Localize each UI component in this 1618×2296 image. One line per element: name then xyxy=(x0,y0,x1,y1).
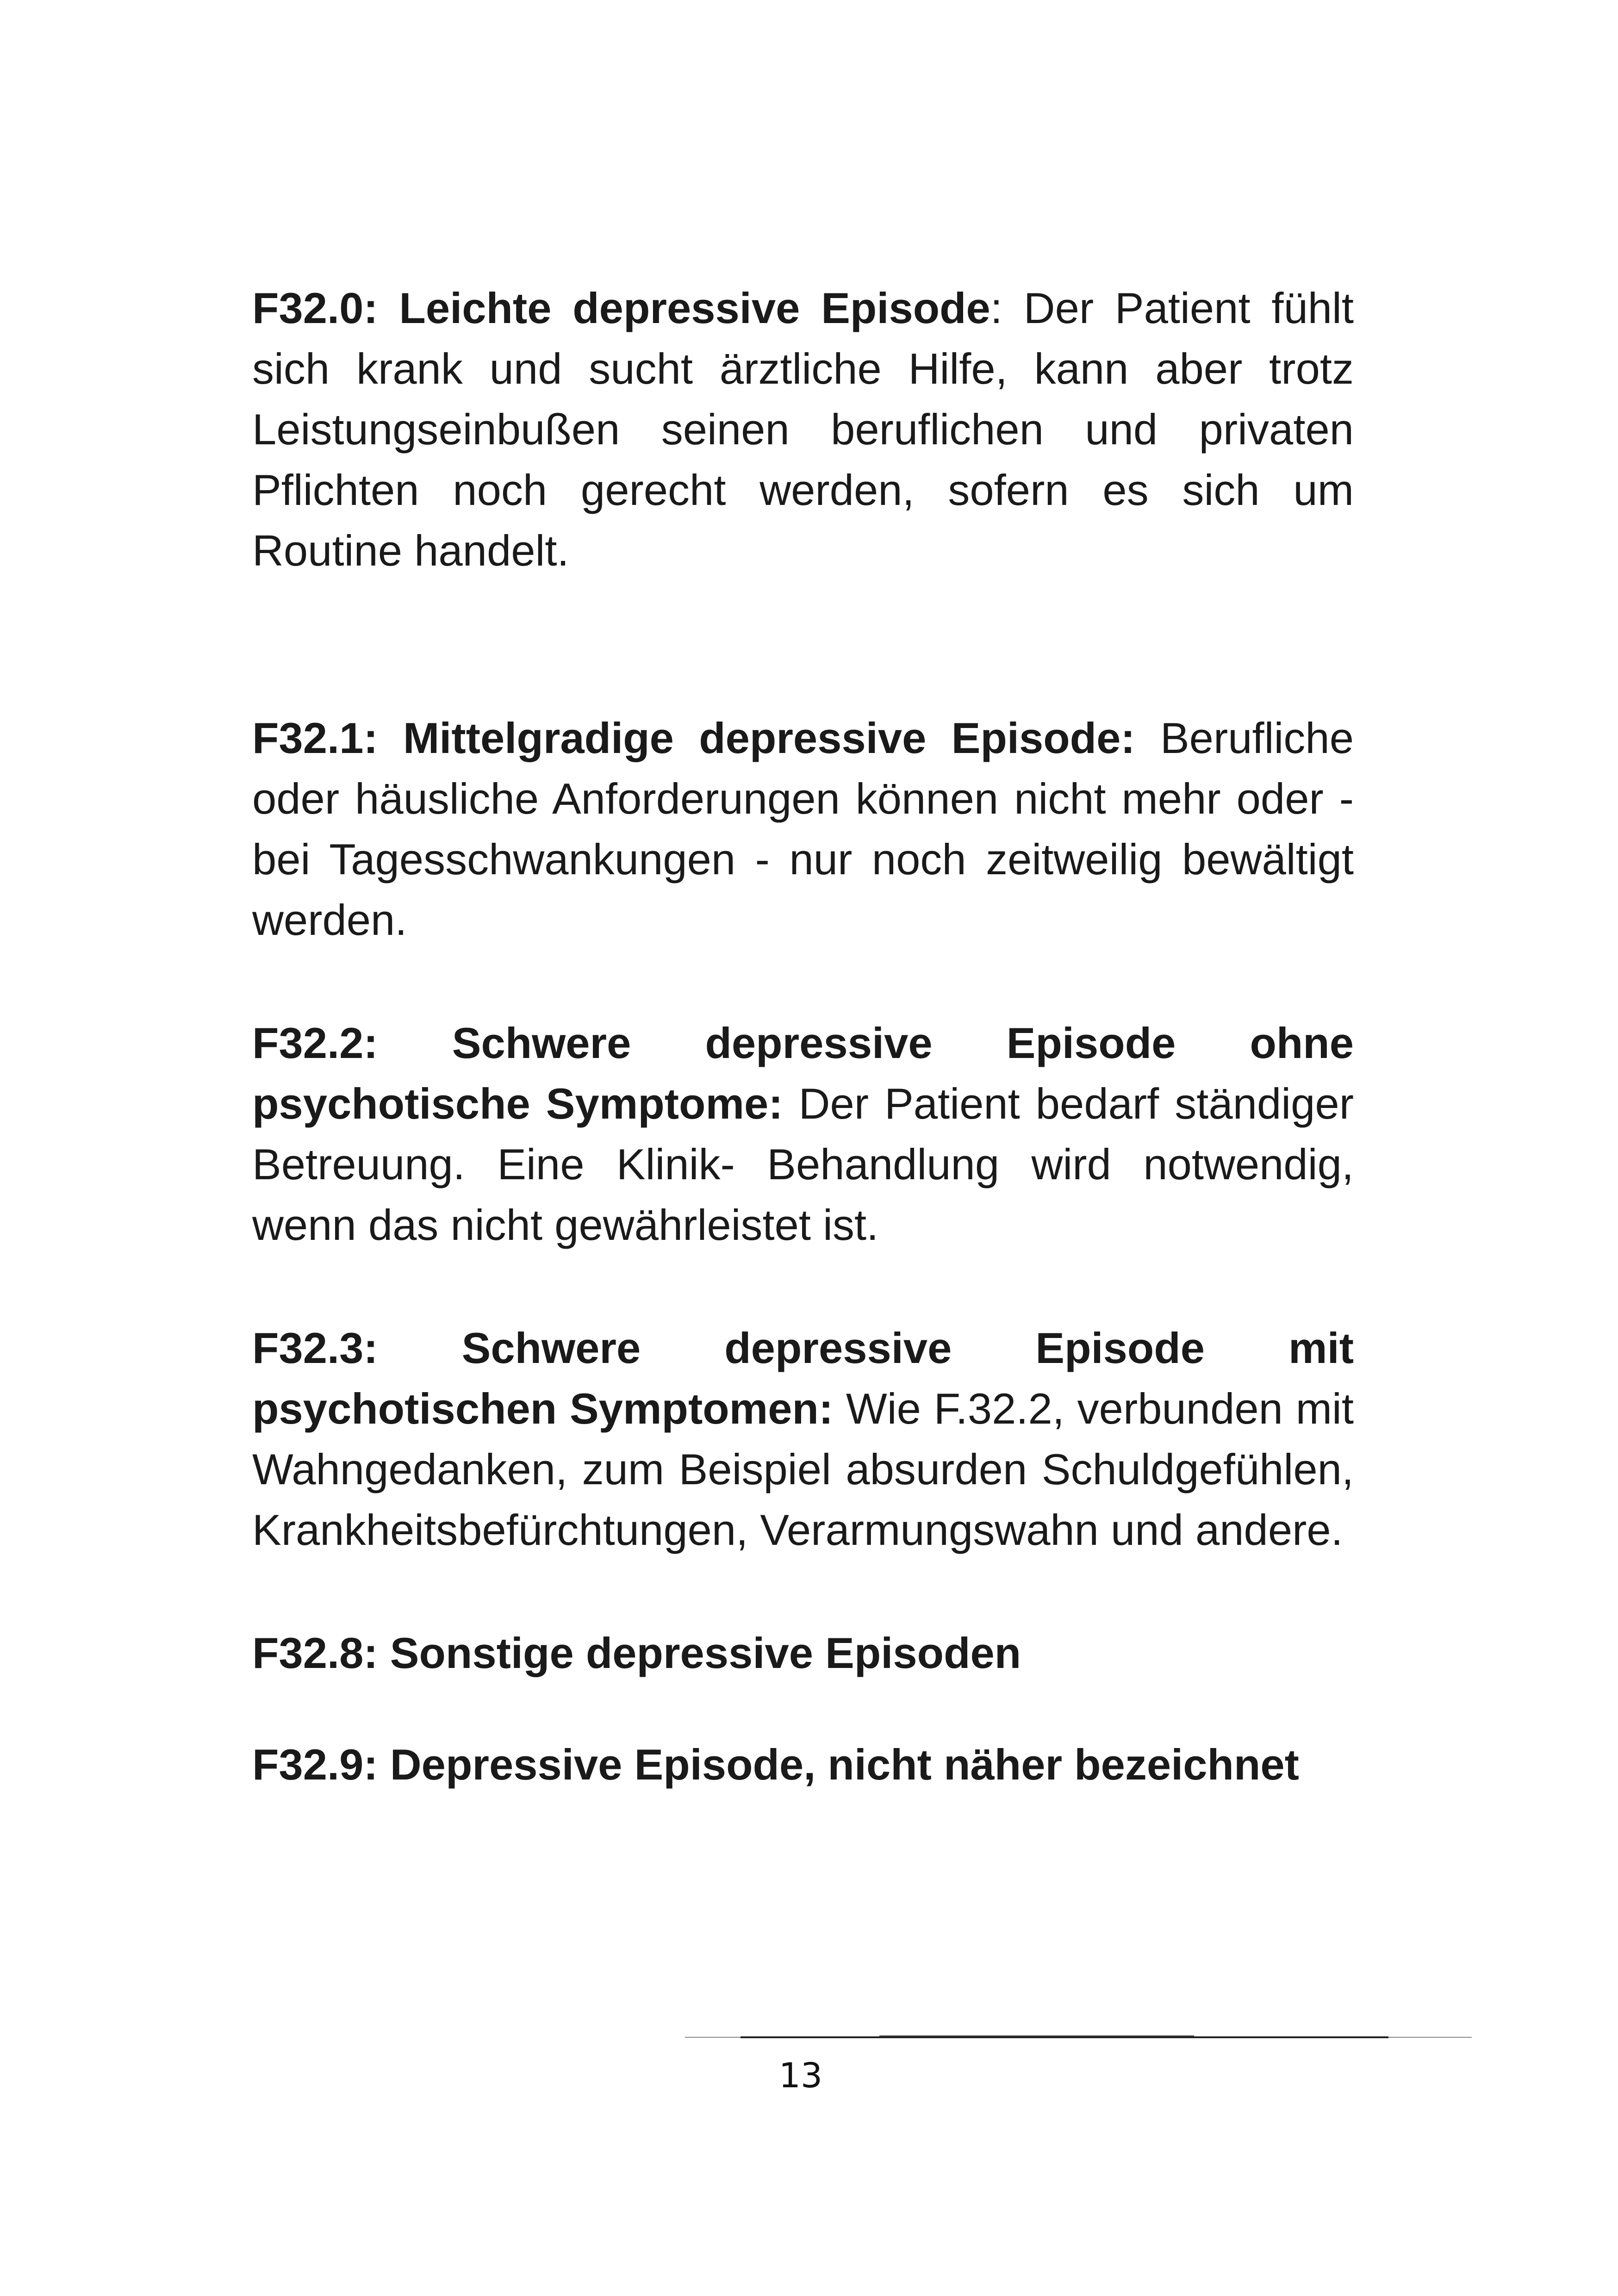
page-number: 13 xyxy=(778,2056,823,2096)
entry-code: F32.0: Leichte depressive Episode xyxy=(252,284,990,332)
entry-code: F32.3: Schwere depressive Episode mit psychotischen Symptomen: xyxy=(252,1324,1354,1433)
entry-f32-8 xyxy=(252,1623,1354,1683)
document-body xyxy=(252,278,1354,1795)
entry-text: Berufliche oder häusliche Anforderungen können nicht mehr oder - bei Tagesschwankungen - nur noch zeitweilig bewältigt werden. xyxy=(252,714,1354,944)
entry-f32-9 xyxy=(252,1734,1354,1795)
entry-code: F32.8: Sonstige depressive Episoden xyxy=(252,1629,1021,1677)
entry-f32-2 xyxy=(252,1013,1354,1255)
entry-text: Wie F.32.2, verbunden mit Wahngedanken, zum Beispiel absurden Schuldgefühlen, Krankheitsbefürchtungen, Verarmungswahn und andere. xyxy=(252,1384,1354,1554)
entry-separator: : xyxy=(990,284,1002,332)
entry-f32-0 xyxy=(252,278,1354,581)
entry-code: F32.9: Depressive Episode, nicht näher bezeichnet xyxy=(252,1740,1299,1789)
footer-divider xyxy=(685,2035,1472,2039)
entry-f32-3 xyxy=(252,1318,1354,1560)
entry-text: Der Patient fühlt sich krank und sucht ärztliche Hilfe, kann aber trotz Leistungseinbußen seinen beruflichen und privaten Pflichten noch gerecht werden, sofern es sich um Routine handelt. xyxy=(252,284,1354,575)
entry-text: Der Patient bedarf ständiger Betreuung. Eine Klinik- Behandlung wird notwendig, wenn das nicht gewährleistet ist. xyxy=(252,1079,1354,1249)
entry-code: F32.2: Schwere depressive Episode ohne psychotische Symptome: xyxy=(252,1019,1354,1128)
entry-code: F32.1: Mittelgradige depressive Episode: xyxy=(252,714,1135,762)
entry-f32-1 xyxy=(252,708,1354,950)
